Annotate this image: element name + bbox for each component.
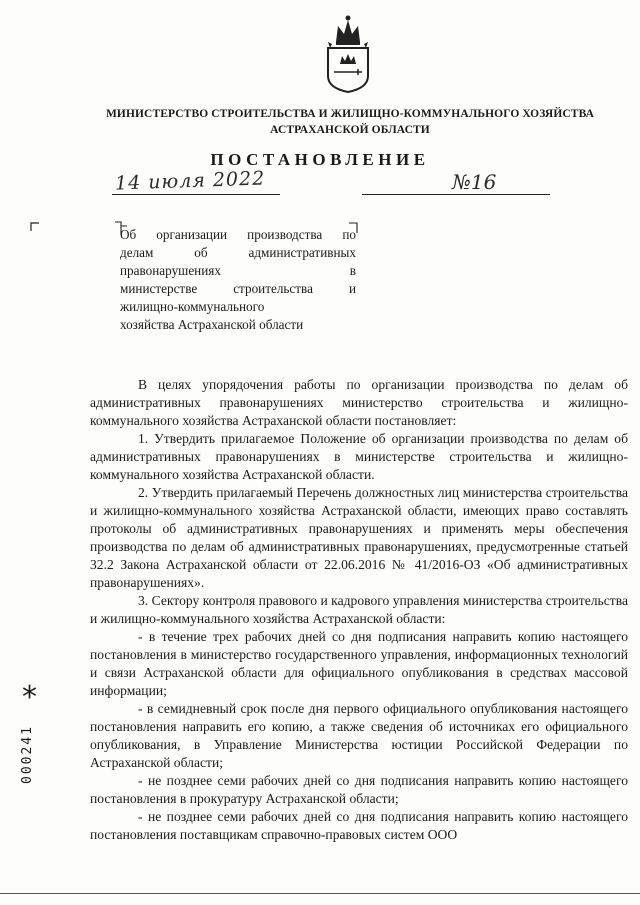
- coat-of-arms-emblem: [322, 12, 374, 94]
- left-corner-mark: [30, 222, 40, 232]
- body-paragraph: - не позднее семи рабочих дней со дня подписания направить копию настоящего постановления поставщикам справочно-правовых систем ООО: [90, 809, 628, 842]
- document-subject: [120, 226, 356, 334]
- subject-line: делам об административных: [120, 245, 356, 260]
- date-underline: [112, 194, 280, 195]
- document-date: 14 июля 2022: [114, 167, 266, 195]
- body-paragraph: В целях упорядочения работы по организации производства по делам об административных правонарушениях министерство строительства и жилищно-коммунального хозяйства Астраханской области постановляет:: [90, 377, 628, 428]
- subject-line: министерстве строительства и: [120, 281, 356, 296]
- body-paragraph: - в течение трех рабочих дней со дня подписания направить копию настоящего постановления в министерство государственного управления, информационных технологий и связи Астраханской области для официального опубликования в средствах массовой информации;: [90, 629, 628, 698]
- margin-star-mark: *: [22, 680, 37, 715]
- document-number: №16: [452, 170, 497, 194]
- body-paragraph: 2. Утвердить прилагаемый Перечень должностных лиц министерства строительства и жилищно-коммунального хозяйства Астраханской области, имеющих право составлять протоколы об административных правонарушениях и применять меры обеспечения производства по делам об административных правонарушениях, предусмотренные статьей 32.2 Закона Астраханской области от 22.06.2016 № 41/2016-ОЗ «Об административных правонарушениях».: [90, 485, 628, 590]
- subject-line: правонарушениях в: [120, 263, 356, 278]
- page-bottom-edge: [0, 893, 640, 894]
- body-paragraph: 3. Сектору контроля правового и кадрового управления министерства строительства и жилищно-коммунального хозяйства Астраханской области:: [90, 593, 628, 626]
- body-paragraph: - не позднее семи рабочих дней со дня подписания направить копию настоящего постановления в прокуратуру Астраханской области;: [90, 773, 628, 806]
- body-paragraph: - в семидневный срок после дня первого официального опубликования настоящего постановления направить его копию, а также сведения об источниках его официального опубликования, в Управление Министерства юстиции Российской Федерации по Астраханской области;: [90, 701, 628, 770]
- document-type-title: ПОСТАНОВЛЕНИЕ: [210, 150, 430, 169]
- ministry-name-line1: МИНИСТЕРСТВО СТРОИТЕЛЬСТВА И ЖИЛИЩНО-КОММУНАЛЬНОГО ХОЗЯЙСТВА: [105, 108, 595, 120]
- subject-line: Об организации производства по: [120, 227, 356, 242]
- subject-line: хозяйства Астраханской области: [120, 317, 304, 332]
- subject-line: жилищно-коммунального: [120, 299, 265, 314]
- document-body: [90, 376, 628, 844]
- number-underline: [362, 194, 550, 195]
- body-paragraph: 1. Утвердить прилагаемое Положение об организации производства по делам об административных правонарушениях в министерстве строительства и жилищно-коммунального хозяйства Астраханской области.: [90, 431, 628, 482]
- ministry-name-line2: АСТРАХАНСКОЙ ОБЛАСТИ: [270, 124, 430, 136]
- registration-number-stamp: 000241: [20, 725, 35, 784]
